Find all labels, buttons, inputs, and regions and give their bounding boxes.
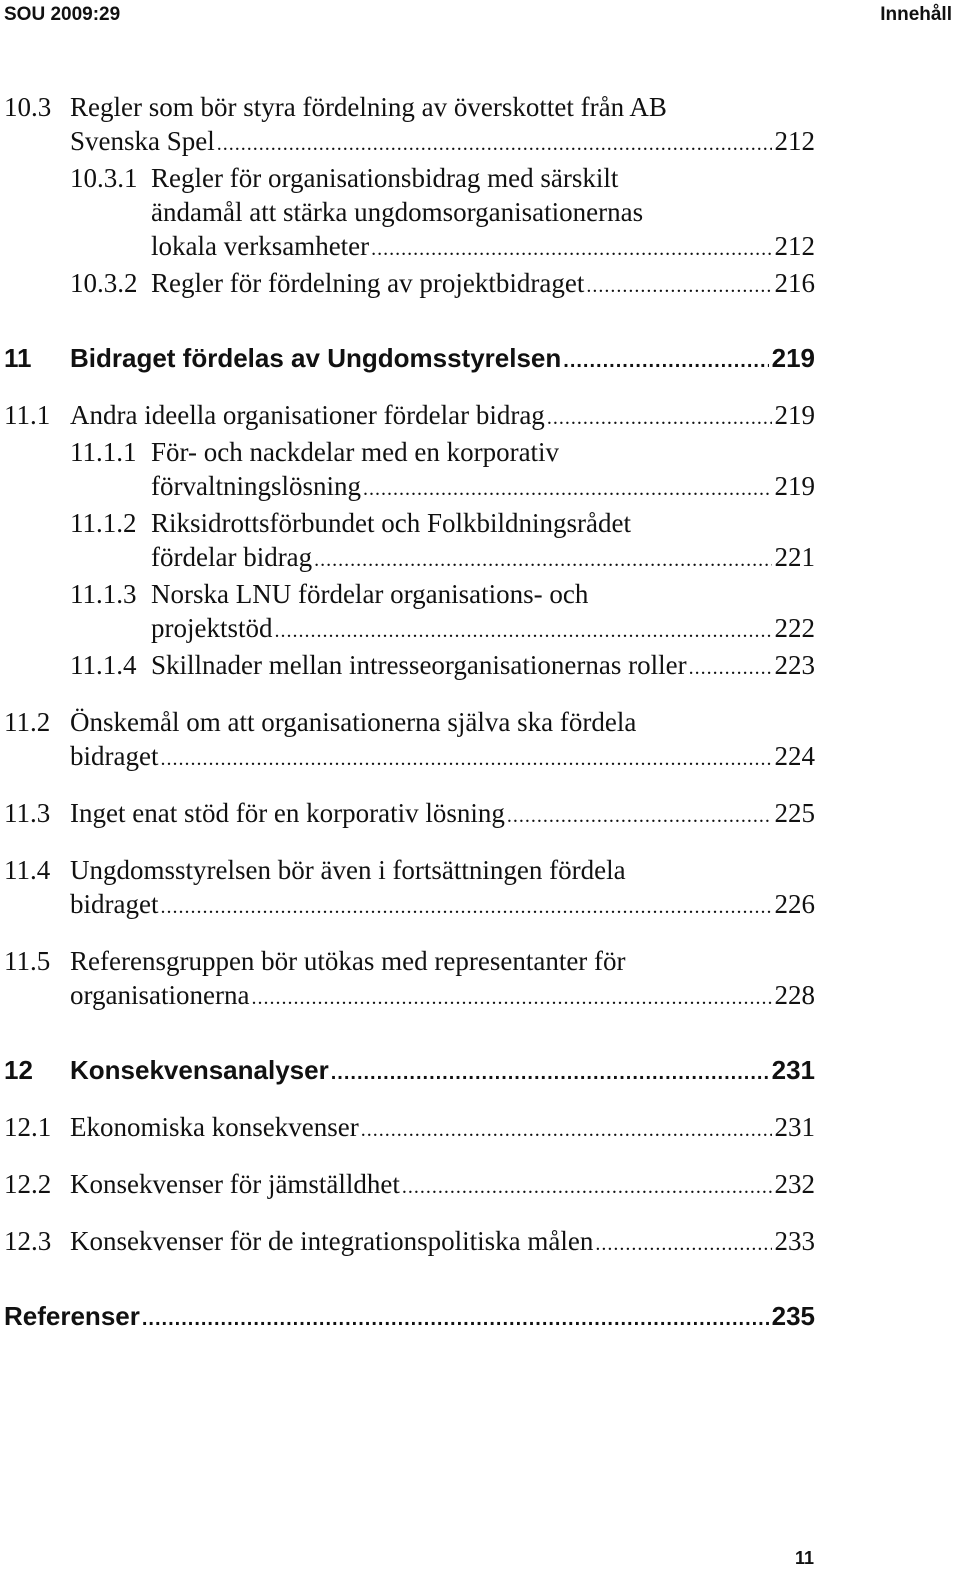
dot-leader: [314, 543, 771, 577]
toc-entry-title-line: Regler som bör styra fördelning av överskottet från AB: [70, 92, 667, 122]
toc-entry-title-line: Referenser: [4, 1301, 140, 1331]
toc-entry[interactable]: [0, 435, 815, 506]
toc-entry-number: 11.4: [4, 855, 51, 885]
toc-entry-page: 212: [774, 126, 815, 156]
toc-entry-number: 11.1: [4, 400, 51, 430]
toc-entry-number: 12.1: [4, 1112, 52, 1142]
toc-entry-title-line: Riksidrottsförbundet och Folkbildningsrådet: [151, 508, 631, 538]
dot-leader: [275, 614, 772, 648]
toc-entry-number: 11.1.2: [70, 508, 137, 538]
toc-entry-number: 12.3: [4, 1226, 52, 1256]
toc-entry-title-line: Ekonomiska konsekvenser: [70, 1112, 359, 1142]
toc-entry-page: 231: [771, 1055, 815, 1085]
toc-entry-title-line: bidraget: [70, 741, 159, 771]
toc-entry[interactable]: [0, 944, 815, 1015]
toc-entry-number: 10.3.1: [70, 163, 138, 193]
toc-entry-title-line: Skillnader mellan intresseorganisationernas roller: [151, 650, 687, 680]
toc-entry-page: 224: [774, 741, 815, 771]
toc-entry-number: 12: [4, 1055, 33, 1085]
dot-leader: [563, 344, 768, 378]
toc-entry-number: 12.2: [4, 1169, 52, 1199]
dot-leader: [689, 651, 772, 685]
dot-leader: [251, 981, 771, 1015]
toc-entry-page: 219: [771, 343, 815, 373]
toc-entry-title-line: Bidraget fördelas av Ungdomsstyrelsen: [70, 343, 562, 373]
toc-entry-number: 11.1.4: [70, 650, 137, 680]
toc-entry-page: 233: [774, 1226, 815, 1256]
toc-entry-title-line: Andra ideella organisationer fördelar bidrag: [70, 400, 545, 430]
toc-entry-page: 216: [774, 268, 815, 298]
toc-entry[interactable]: [0, 796, 815, 833]
toc-entry-page: 219: [774, 400, 815, 430]
dot-leader: [361, 1113, 772, 1147]
toc-entry-title-line: Konsekvenser för de integrationspolitiska målen: [70, 1226, 594, 1256]
toc-entry[interactable]: [0, 648, 815, 685]
toc-entry-title-line: Svenska Spel: [70, 126, 215, 156]
toc-entry-title-line: Referensgruppen bör utökas med representanter för: [70, 946, 626, 976]
toc-entry-number: 11.1.1: [70, 437, 137, 467]
toc-entry-number: 11.1.3: [70, 579, 137, 609]
toc-entry-title-line: förvaltningslösning: [151, 471, 361, 501]
dot-leader: [160, 890, 771, 924]
toc-entry[interactable]: [0, 1110, 815, 1147]
toc-entry[interactable]: [0, 705, 815, 776]
toc-entry-title-line: bidraget: [70, 889, 159, 919]
toc-entry-title-line: ändamål att stärka ungdomsorganisationernas: [151, 197, 644, 227]
toc-entry[interactable]: [0, 90, 815, 161]
toc-entry-page: 228: [774, 980, 815, 1010]
toc-entry[interactable]: [0, 1167, 815, 1204]
toc-entry-page: 235: [771, 1301, 815, 1331]
toc-entry-title-line: projektstöd: [151, 613, 273, 643]
dot-leader: [595, 1227, 771, 1261]
toc-entry-number: 11.2: [4, 707, 51, 737]
toc-entry-page: 231: [774, 1112, 815, 1142]
dot-leader: [586, 269, 771, 303]
dot-leader: [371, 232, 771, 266]
toc-entry-title-line: lokala verksamheter: [151, 231, 370, 261]
toc-entry-page: 219: [774, 471, 815, 501]
toc-entry-page: 222: [774, 613, 815, 643]
dot-leader: [402, 1170, 772, 1204]
table-of-contents: [0, 90, 815, 1336]
toc-entry[interactable]: [0, 853, 815, 924]
toc-entry-number: 10.3: [4, 92, 52, 122]
toc-entry[interactable]: [0, 161, 815, 266]
toc-entry-title-line: Ungdomsstyrelsen bör även i fortsättningen fördela: [70, 855, 626, 885]
toc-entry-title-line: organisationerna: [70, 980, 250, 1010]
toc-entry-number: 11.5: [4, 946, 51, 976]
toc-entry[interactable]: [0, 506, 815, 577]
toc-entry-number: 11: [4, 343, 32, 373]
dot-leader: [217, 127, 772, 161]
running-header-left: SOU 2009:29: [4, 4, 121, 25]
toc-entry-number: 11.3: [4, 798, 51, 828]
toc-entry-title-line: Konsekvenser för jämställdhet: [70, 1169, 400, 1199]
dot-leader: [331, 1056, 769, 1090]
toc-entry-page: 232: [774, 1169, 815, 1199]
toc-entry-page: 212: [774, 231, 815, 261]
dot-leader: [507, 799, 772, 833]
dot-leader: [160, 742, 771, 776]
toc-entry-page: 223: [774, 650, 815, 680]
page-number: 11: [794, 1548, 814, 1568]
dot-leader: [363, 472, 772, 506]
toc-entry[interactable]: [0, 266, 815, 303]
toc-entry-title-line: Regler för organisationsbidrag med särskilt: [151, 163, 619, 193]
toc-entry-title-line: fördelar bidrag: [151, 542, 313, 572]
toc-entry-title-line: För- och nackdelar med en korporativ: [151, 437, 560, 467]
running-header-right: Innehåll: [880, 4, 952, 25]
toc-entry-number: 10.3.2: [70, 268, 138, 298]
toc-entry-title-line: Norska LNU fördelar organisations- och: [151, 579, 589, 609]
toc-entry[interactable]: [0, 577, 815, 648]
toc-entry-page: 225: [774, 798, 815, 828]
toc-entry[interactable]: [0, 1053, 815, 1090]
toc-entry[interactable]: [0, 1224, 815, 1261]
toc-entry-title-line: Konsekvensanalyser: [70, 1055, 329, 1085]
toc-entry-title-line: Inget enat stöd för en korporativ lösning: [70, 798, 505, 828]
toc-entry-title-line: Regler för fördelning av projektbidraget: [151, 268, 585, 298]
dot-leader: [142, 1302, 769, 1336]
toc-entry-title-line: Önskemål om att organisationerna själva ska fördela: [70, 707, 637, 737]
toc-entry[interactable]: [0, 1299, 815, 1336]
toc-entry[interactable]: [0, 341, 815, 378]
toc-entry-page: 226: [774, 889, 815, 919]
dot-leader: [547, 401, 772, 435]
toc-entry-page: 221: [774, 542, 815, 572]
toc-entry[interactable]: [0, 398, 815, 435]
